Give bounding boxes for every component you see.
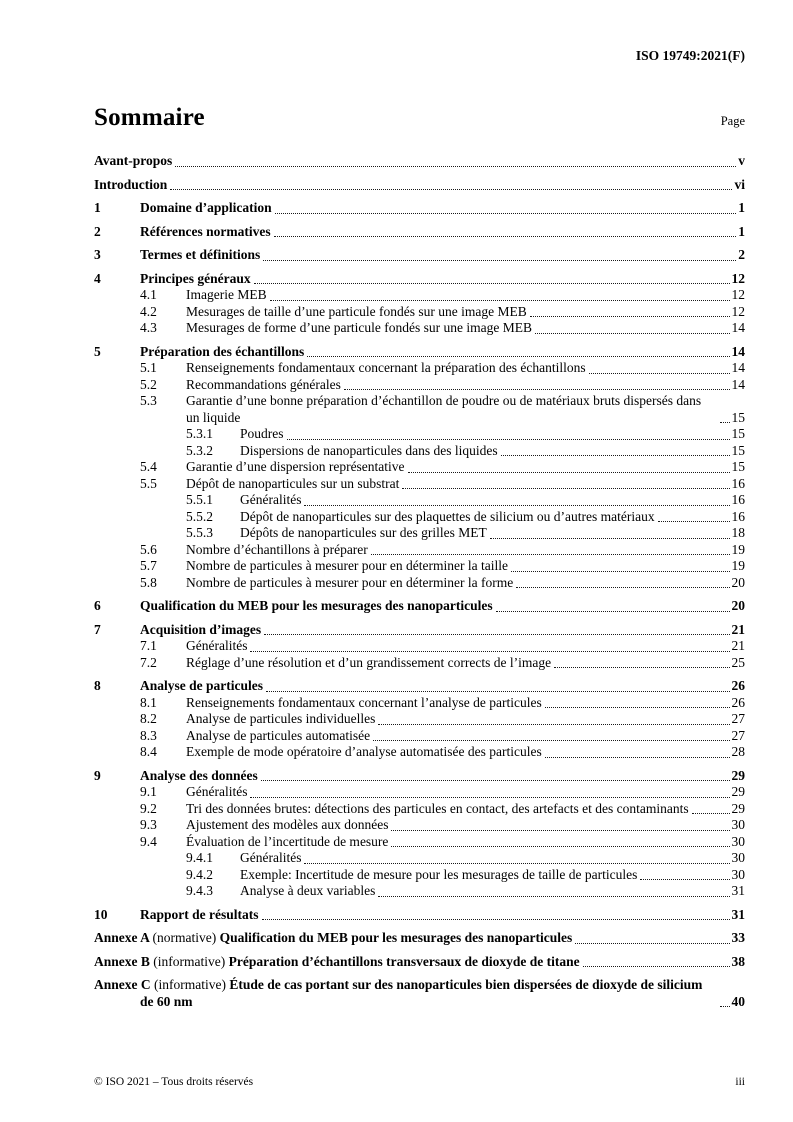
toc-page-number: vi [734,176,745,192]
toc-entry-number: 9.2 [140,800,157,816]
toc-entry [94,509,745,526]
toc-entry-label: Recommandations générales [186,376,341,392]
toc-dot-leader [658,521,730,522]
toc-entry [94,459,745,476]
toc-entry-number: 8 [94,678,101,693]
toc-dot-leader [261,780,730,781]
toc-page-number: 29 [731,800,745,816]
toc-dot-leader [501,455,730,456]
toc-entry-label: Garantie d’une bonne préparation d’échantillon de poudre ou de matériaux bruts dispersés dans un liquide [186,393,702,425]
toc-title: Sommaire [94,104,205,131]
toc-dot-leader [391,846,729,847]
toc-dot-leader [275,213,737,214]
toc-entry-label: Poudres [240,426,284,441]
toc-dot-leader [266,691,730,692]
toc-dot-leader [535,333,729,334]
toc-page-number: 30 [731,850,745,865]
toc-entry-label: Acquisition d’images [140,621,262,637]
toc-entry [94,542,745,559]
toc-page-number: 1 [738,200,745,215]
toc-dot-leader [175,166,736,167]
toc-entry-number: 9.4.2 [186,866,213,882]
toc-entry [94,638,745,655]
toc-entry-number: 8.4 [140,744,157,759]
toc-entry-number: 8.3 [140,727,157,743]
toc-page-number: 16 [731,475,745,491]
toc-page-number: 30 [731,817,745,832]
toc-entry [94,598,745,615]
toc-entry-label: Annexe A (normative) Qualification du MEB pour les mesurages des nanoparticules [94,930,573,945]
toc-page-number: 21 [731,621,745,637]
toc-entry-number: 7.1 [140,638,157,653]
toc-entry-label: Évaluation de l’incertitude de mesure [186,833,389,849]
toc-entry [94,768,745,785]
toc-page-number: 31 [731,906,745,922]
toc-dot-leader [589,373,730,374]
toc-entry [94,867,745,884]
toc-entry-number: 7.2 [140,654,157,670]
toc-entry-number: 4 [94,270,101,286]
toc-dot-leader [371,554,730,555]
toc-entry [94,393,745,426]
toc-entry [94,476,745,493]
toc-entry-number: 5 [94,343,101,359]
toc-entry [94,558,745,575]
toc-entry-number: 5.8 [140,574,157,590]
toc-entry-number: 7 [94,621,101,637]
toc-page-number: 38 [731,953,745,969]
toc-entry-number: 10 [94,906,108,922]
toc-entry-label: Qualification du MEB pour les mesurages des nanoparticules [140,598,493,613]
toc-entry [94,834,745,851]
toc-page-number: 19 [731,558,745,573]
toc-page-number: 16 [731,492,745,507]
toc-entry-number: 5.7 [140,558,157,573]
toc-entry-number: 9 [94,767,101,783]
toc-entry-number: 5.5.2 [186,508,213,524]
toc-dot-leader [545,707,730,708]
page-column-label: Page [720,114,745,128]
toc-page-number: 30 [731,833,745,849]
toc-dot-leader [378,724,729,725]
toc-page-number: 14 [731,320,745,335]
toc-page-number: 25 [731,654,745,670]
toc-entry-label: Annexe C (informative) Étude de cas portant sur des nanoparticules bien dispersées de dioxyde de silicium de 60 nm [94,977,703,1009]
toc-entry-label: Termes et définitions [140,247,261,262]
toc-heading-row [94,104,745,132]
toc-entry-label: Dépôt de nanoparticules sur des plaquettes de silicium ou d’autres matériaux [240,508,655,524]
toc-dot-leader [391,830,729,831]
toc-entry-label: Analyse de particules individuelles [186,711,376,726]
toc-entry-label: Dépôts de nanoparticules sur des grilles MET [240,525,487,540]
toc-entry-number: 5.2 [140,376,157,392]
toc-page-number: 12 [731,270,745,286]
toc-entry-label: Exemple: Incertitude de mesure pour les mesurages de taille de particules [240,866,638,882]
toc-entry-number: 9.3 [140,817,157,832]
toc-entry [94,153,745,170]
toc-entry [94,287,745,304]
toc-entry [94,711,745,728]
toc-entry-label: Domaine d’application [140,200,272,215]
toc-entry [94,850,745,867]
toc-entry-number: 9.4.3 [186,883,213,898]
toc-entry [94,728,745,745]
toc-entry [94,304,745,321]
toc-dot-leader [516,587,729,588]
toc-entry-label: Références normatives [140,223,271,239]
toc-dot-leader [720,1006,730,1007]
toc-dot-leader [554,667,729,668]
toc-page-number: 30 [731,866,745,882]
toc-dot-leader [250,797,729,798]
toc-dot-leader [287,439,730,440]
toc-entry [94,344,745,361]
toc-dot-leader [640,879,729,880]
toc-entry-label: Tri des données brutes: détections des particules en contact, des artefacts et des contaminants [186,800,689,816]
toc-entry [94,426,745,443]
toc-entry-number: 5.1 [140,360,157,375]
toc-entry [94,443,745,460]
toc-entry [94,954,745,971]
folio-page-number: iii [735,1076,745,1088]
toc-page-number: 20 [731,574,745,590]
toc-entry-label: Préparation des échantillons [140,343,305,359]
toc-dot-leader [490,538,730,539]
toc-dot-leader [264,634,729,635]
toc-entry-label: Imagerie MEB [186,287,267,302]
toc-entry-number: 8.2 [140,711,157,726]
toc-dot-leader [720,422,730,423]
toc-dot-leader [307,356,729,357]
toc-entry [94,695,745,712]
toc-entry-number: 4.2 [140,303,157,319]
toc-entry-label: Nombre de particules à mesurer pour en déterminer la forme [186,574,514,590]
toc-entry-number: 5.5.3 [186,525,213,540]
toc-page-number: 40 [731,993,745,1009]
toc-entry-number: 5.4 [140,459,157,474]
toc-page-number: v [738,153,745,168]
toc-entry-label: Nombre d’échantillons à préparer [186,541,368,557]
toc-entry [94,678,745,695]
toc-entry-label: Généralités [186,638,248,653]
page-footer [94,1076,745,1088]
toc-entry-label: Généralités [186,784,248,799]
toc-dot-leader [304,863,729,864]
toc-entry-label: Garantie d’une dispersion représentative [186,459,405,474]
toc-entry-number: 5.5.1 [186,492,213,507]
toc-dot-leader [496,611,730,612]
toc-entry-label: Exemple de mode opératoire d’analyse automatisée des particules [186,744,542,759]
toc-entry [94,575,745,592]
toc-entry-label: Rapport de résultats [140,906,259,922]
toc-entry [94,492,745,509]
toc-entry-label: Généralités [240,850,302,865]
toc-entry-number: 9.1 [140,784,157,799]
toc-dot-leader [511,571,730,572]
toc-page-number: 15 [731,426,745,441]
toc-page-number: 27 [731,727,745,743]
toc-entry [94,525,745,542]
toc-page-number: 21 [731,638,745,653]
toc-dot-leader [373,740,729,741]
toc-dot-leader [274,236,737,237]
toc-page-number: 14 [731,376,745,392]
toc-entry-number: 5.5 [140,475,157,491]
toc-page-number: 19 [731,541,745,557]
toc-entry-number: 5.3 [140,393,157,408]
toc-entry-label: Principes généraux [140,270,251,286]
toc-entry-label: Mesurages de taille d’une particule fondés sur une image MEB [186,303,527,319]
toc-page-number: 14 [731,360,745,375]
toc-dot-leader [304,505,729,506]
toc-entry-label: Dépôt de nanoparticules sur un substrat [186,475,400,491]
toc-page-number: 20 [731,598,745,613]
toc-entry [94,801,745,818]
toc-page-number: 29 [731,784,745,799]
toc-page-number: 12 [731,303,745,319]
toc-entry-label: Réglage d’une résolution et d’un grandissement corrects de l’image [186,654,552,670]
toc-entry-number: 4.3 [140,320,157,335]
toc-entry [94,784,745,801]
toc-dot-leader [270,300,730,301]
toc-entry-number: 5.6 [140,541,157,557]
toc-entry-number: 1 [94,200,101,215]
toc-entry-label: Généralités [240,492,302,507]
toc-page-number: 26 [731,678,745,693]
toc-entry-label: Renseignements fondamentaux concernant l’analyse de particules [186,694,542,710]
toc-dot-leader [262,919,730,920]
toc-entry [94,930,745,947]
toc-dot-leader [170,189,732,190]
toc-list [94,153,745,1010]
toc-entry [94,224,745,241]
toc-entry [94,247,745,264]
toc-page-number: 26 [731,694,745,710]
toc-page-number: 33 [731,930,745,945]
toc-entry [94,377,745,394]
toc-page-number: 15 [731,409,745,425]
toc-page-number: 18 [731,525,745,540]
toc-page-number: 1 [738,223,745,239]
document-reference: ISO 19749:2021(F) [635,48,745,63]
toc-dot-leader [263,260,736,261]
toc-entry [94,360,745,377]
toc-page-number: 15 [731,459,745,474]
toc-entry-number: 6 [94,598,101,613]
toc-entry-label: Analyse de particules [140,678,263,693]
toc-entry [94,271,745,288]
toc-entry-label: Analyse à deux variables [240,883,376,898]
toc-entry-label: Ajustement des modèles aux données [186,817,389,832]
toc-entry [94,320,745,337]
toc-dot-leader [583,966,730,967]
toc-page-number: 15 [731,442,745,458]
toc-entry-label: Nombre de particules à mesurer pour en déterminer la taille [186,558,508,573]
toc-entry-number: 5.3.2 [186,442,213,458]
toc-dot-leader [254,283,730,284]
copyright-notice: © ISO 2021 – Tous droits réservés [94,1076,254,1088]
toc-entry-number: 8.1 [140,694,157,710]
toc-entry-label: Renseignements fondamentaux concernant la préparation des échantillons [186,360,586,375]
toc-page-number: 28 [731,744,745,759]
toc-entry-number: 5.3.1 [186,426,213,441]
toc-entry-label: Mesurages de forme d’une particule fondés sur une image MEB [186,320,533,335]
toc-entry [94,744,745,761]
toc-page-number: 31 [731,883,745,898]
toc-entry [94,977,745,1010]
toc-entry [94,883,745,900]
toc-entry-number: 3 [94,247,101,262]
toc-page-number: 27 [731,711,745,726]
toc-entry [94,622,745,639]
toc-entry-number: 9.4 [140,833,157,849]
toc-dot-leader [402,488,729,489]
toc-dot-leader [530,316,730,317]
toc-entry-number: 9.4.1 [186,850,213,865]
toc-dot-leader [378,896,729,897]
toc-entry [94,177,745,194]
toc-dot-leader [545,757,730,758]
toc-entry-number: 2 [94,223,101,239]
toc-entry [94,817,745,834]
toc-entry [94,200,745,217]
toc-page-number: 12 [731,287,745,302]
toc-dot-leader [408,472,730,473]
toc-entry-label: Avant-propos [94,153,173,168]
toc-entry-label: Dispersions de nanoparticules dans des liquides [240,442,498,458]
toc-dot-leader [575,943,729,944]
toc-entry-number: 4.1 [140,287,157,302]
toc-dot-leader [692,813,730,814]
toc-entry-label: Introduction [94,176,168,192]
toc-entry-label: Analyse des données [140,767,258,783]
toc-dot-leader [344,389,730,390]
toc-dot-leader [250,651,729,652]
toc-page-number: 29 [731,767,745,783]
toc-page-number: 16 [731,508,745,524]
toc-entry-label: Analyse de particules automatisée [186,727,371,743]
toc-page-number: 2 [738,247,745,262]
toc-entry-label: Annexe B (informative) Préparation d’échantillons transversaux de dioxyde de titane [94,953,580,969]
toc-entry [94,655,745,672]
toc-entry [94,907,745,924]
toc-page-number: 14 [731,343,745,359]
